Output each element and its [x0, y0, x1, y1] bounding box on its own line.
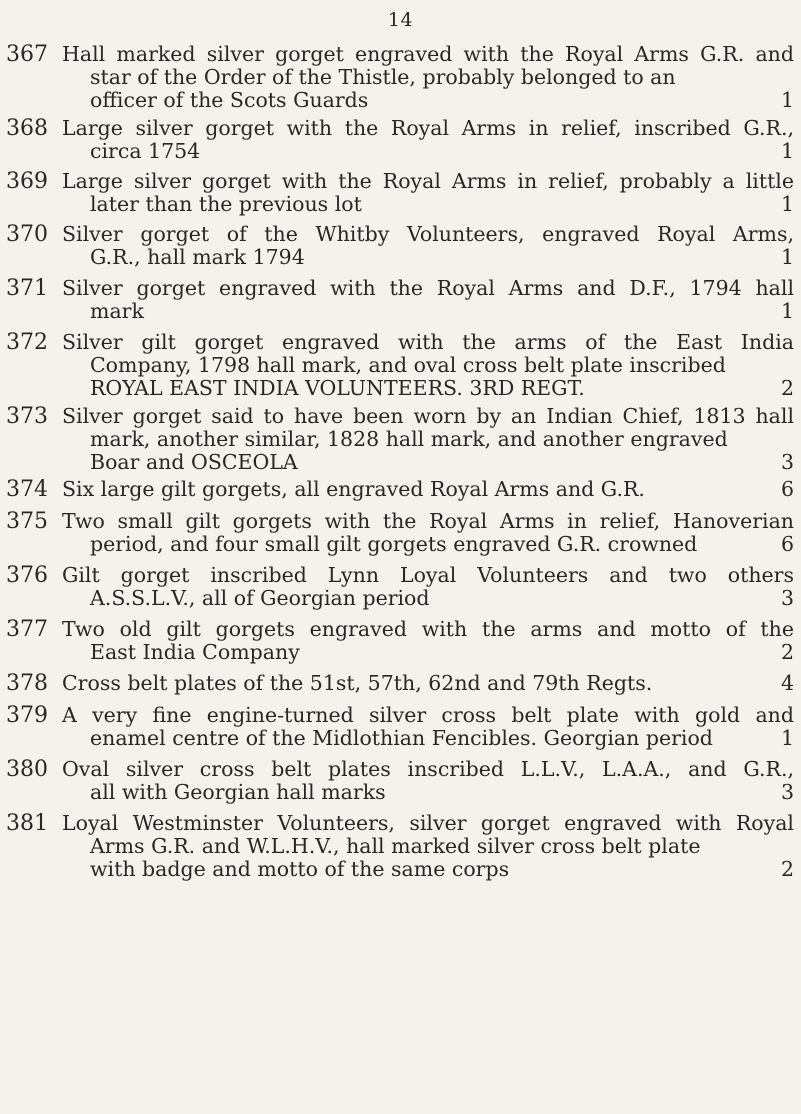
lot-number: 369	[6, 169, 48, 194]
lot-description-line: Loyal Westminster Volunteers, silver gorget engraved with Royal	[62, 812, 794, 835]
lot-number: 368	[6, 116, 48, 141]
lot-quantity: 6	[780, 533, 794, 556]
lot-quantity: 1	[780, 300, 794, 323]
lot-quantity: 3	[780, 587, 794, 610]
lot-description-line: Two old gilt gorgets engraved with the arms and motto of the	[62, 618, 794, 641]
lot-number: 371	[6, 276, 48, 301]
lot-quantity: 3	[780, 451, 794, 474]
lot-description	[62, 331, 794, 400]
lot-number: 375	[6, 509, 48, 534]
lot-description	[62, 704, 794, 750]
lot-description-line: Silver gorget said to have been worn by an Indian Chief, 1813 hall	[62, 405, 794, 428]
lot-quantity: 2	[780, 377, 794, 400]
lot-quantity: 1	[780, 89, 794, 112]
lot-quantity: 2	[780, 641, 794, 664]
lot-description	[62, 510, 794, 556]
lot-description	[62, 812, 794, 881]
lot-description	[62, 43, 794, 112]
lot-number: 381	[6, 811, 48, 836]
lot-description-line: Silver gorget engraved with the Royal Arms and D.F., 1794 hall	[62, 277, 794, 300]
lot-description	[62, 564, 794, 610]
lot-description	[62, 758, 794, 804]
lot-description	[62, 117, 794, 163]
lot-description-line: A.S.S.L.V., all of Georgian period	[90, 587, 430, 610]
lot-description	[62, 478, 794, 501]
lot-quantity: 4	[780, 672, 794, 695]
lot-number: 378	[6, 671, 48, 696]
lot-number: 373	[6, 404, 48, 429]
lot-description-line: Oval silver cross belt plates inscribed L.L.V., L.A.A., and G.R.,	[62, 758, 794, 781]
lot-description	[62, 672, 794, 695]
lot-quantity: 1	[780, 246, 794, 269]
lot-description-line: Boar and OSCEOLA	[90, 451, 298, 474]
lot-description	[62, 277, 794, 323]
lot-description-line: Two small gilt gorgets with the Royal Arms in relief, Hanoverian	[62, 510, 794, 533]
lot-number: 370	[6, 222, 48, 247]
lot-number: 372	[6, 330, 48, 355]
lot-description-line: Six large gilt gorgets, all engraved Royal Arms and G.R.	[62, 478, 645, 501]
lot-number: 374	[6, 477, 48, 502]
lot-description-line: Gilt gorget inscribed Lynn Loyal Volunteers and two others	[62, 564, 794, 587]
lot-description-line: G.R., hall mark 1794	[90, 246, 305, 269]
lot-description	[62, 223, 794, 269]
lot-description-line: mark, another similar, 1828 hall mark, and another engraved	[90, 428, 728, 451]
lot-description-line: later than the previous lot	[90, 193, 362, 216]
lot-description-line: period, and four small gilt gorgets engraved G.R. crowned	[90, 533, 698, 556]
lot-quantity: 1	[780, 140, 794, 163]
lot-description-line: Large silver gorget with the Royal Arms in relief, inscribed G.R.,	[62, 117, 794, 140]
lot-description-line: enamel centre of the Midlothian Fencibles. Georgian period	[90, 727, 713, 750]
lot-description-line: all with Georgian hall marks	[90, 781, 386, 804]
lot-description-line: with badge and motto of the same corps	[90, 858, 510, 881]
lot-quantity: 1	[780, 727, 794, 750]
lot-quantity: 6	[780, 478, 794, 501]
lot-description-line: ROYAL EAST INDIA VOLUNTEERS. 3RD REGT.	[90, 377, 585, 400]
lot-description-line: Hall marked silver gorget engraved with the Royal Arms G.R. and	[62, 43, 794, 66]
page-number: 14	[387, 9, 414, 31]
lot-number: 379	[6, 703, 48, 728]
lot-description-line: Silver gorget of the Whitby Volunteers, engraved Royal Arms,	[62, 223, 794, 246]
lot-description-line: circa 1754	[90, 140, 201, 163]
lot-description-line: mark	[90, 300, 144, 323]
lot-description-line: star of the Order of the Thistle, probably belonged to an	[90, 66, 676, 89]
lot-quantity: 3	[780, 781, 794, 804]
lot-description	[62, 405, 794, 474]
lot-quantity: 2	[780, 858, 794, 881]
lot-description	[62, 618, 794, 664]
lot-description-line: Large silver gorget with the Royal Arms in relief, probably a little	[62, 170, 794, 193]
lot-description-line: Company, 1798 hall mark, and oval cross belt plate inscribed	[90, 354, 726, 377]
lot-quantity: 1	[780, 193, 794, 216]
lot-number: 377	[6, 617, 48, 642]
lot-description-line: East India Company	[90, 641, 300, 664]
lot-description-line: A very fine engine-turned silver cross belt plate with gold and	[62, 704, 794, 727]
lot-number: 367	[6, 42, 48, 67]
lot-description-line: Arms G.R. and W.L.H.V., hall marked silver cross belt plate	[90, 835, 701, 858]
lot-description	[62, 170, 794, 216]
lot-number: 380	[6, 757, 48, 782]
lot-description-line: Cross belt plates of the 51st, 57th, 62nd and 79th Regts.	[62, 672, 653, 695]
lot-description-line: officer of the Scots Guards	[90, 89, 369, 112]
lot-number: 376	[6, 563, 48, 588]
lot-description-line: Silver gilt gorget engraved with the arms of the East India	[62, 331, 794, 354]
